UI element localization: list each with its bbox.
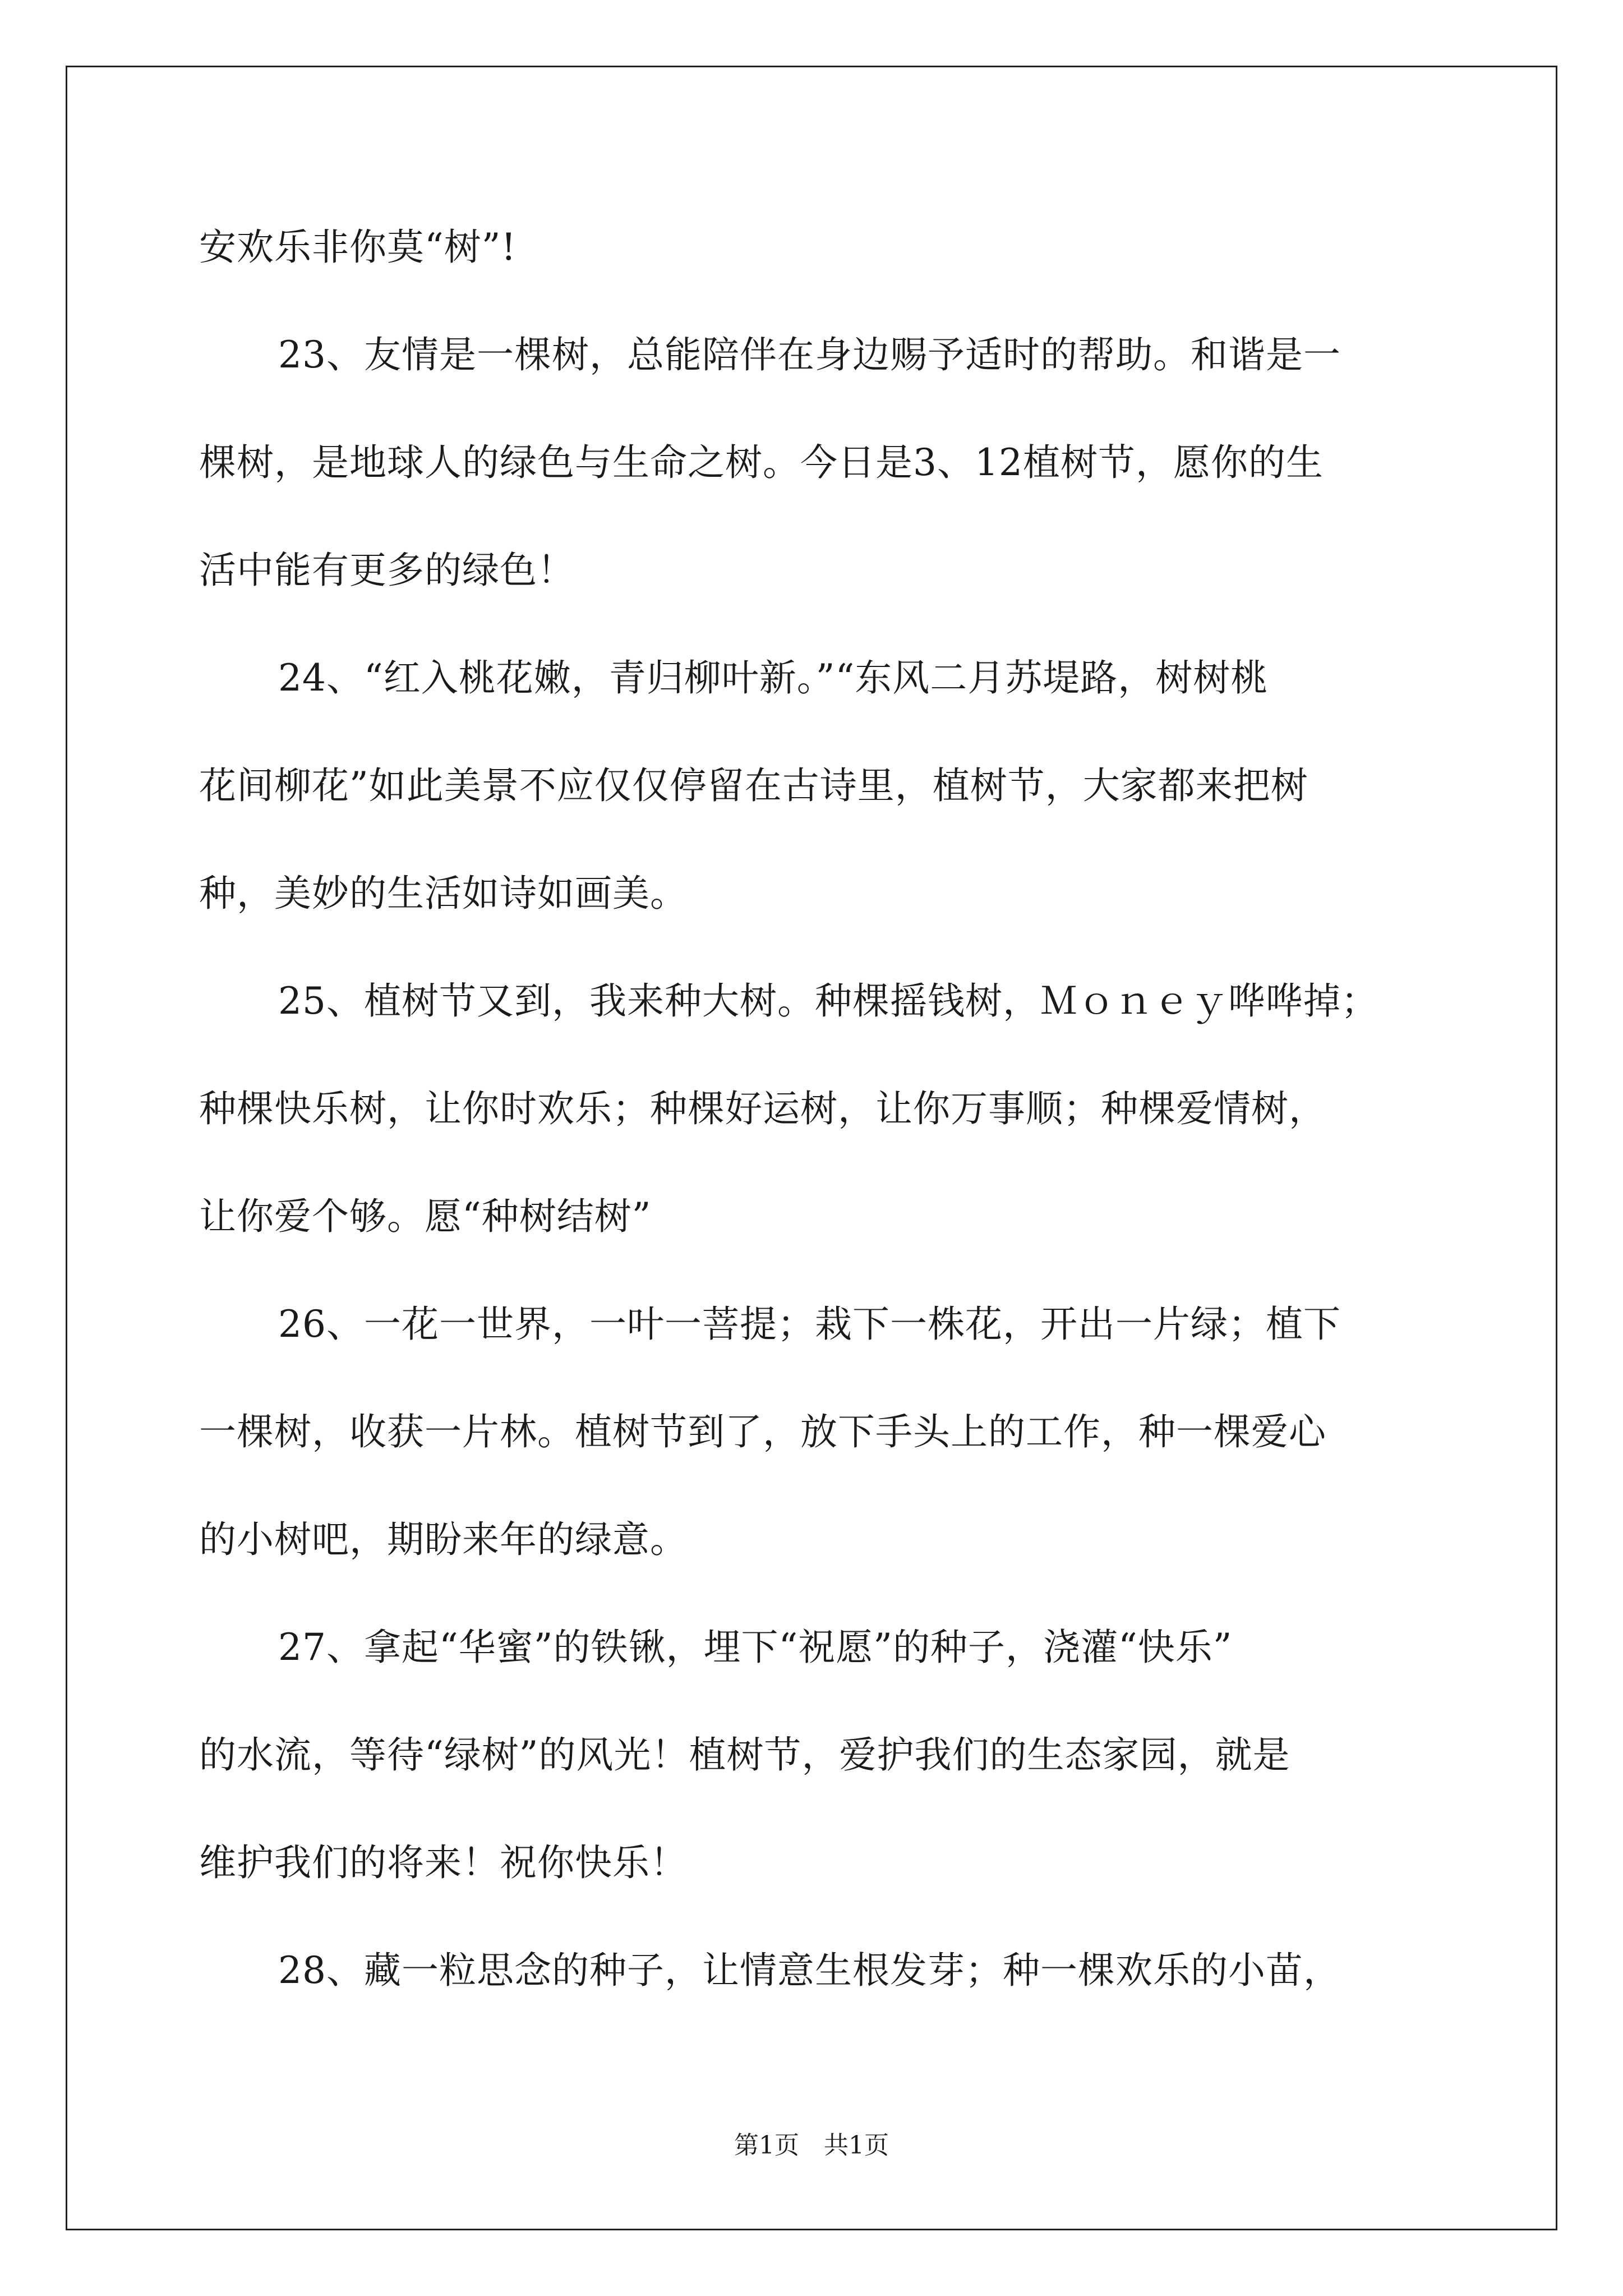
text-line: 的小树吧，期盼来年的绿意。 <box>199 1518 688 1561</box>
text-line: 维护我们的将来！祝你快乐！ <box>199 1841 688 1884</box>
text-line: 让你爱个够。愿“种树结树” <box>199 1195 652 1238</box>
text-line: 24、“红入桃花嫩，青归柳叶新。”“东风二月苏堤路，树树桃 <box>278 656 1269 700</box>
text-line: 种，美妙的生活如诗如画美。 <box>199 872 688 915</box>
text-line: 种棵快乐树，让你时欢乐；种棵好运树，让你万事顺；种棵爱情树， <box>199 1087 1326 1130</box>
text-line: 25、植树节又到，我来种大树。种棵摇钱树，Ｍｏｎｅｙ哗哗掉； <box>278 979 1378 1023</box>
text-line: 活中能有更多的绿色！ <box>199 549 575 592</box>
text-line: 26、一花一世界，一叶一菩提；栽下一株花，开出一片绿；植下 <box>278 1303 1341 1346</box>
text-line: 28、藏一粒思念的种子，让情意生根发芽；种一棵欢乐的小苗， <box>278 1949 1341 1992</box>
text-line: 安欢乐非你莫“树”! <box>199 226 517 269</box>
text-line: 的水流，等待“绿树”的风光！植树节，爱护我们的生态家园，就是 <box>199 1733 1290 1777</box>
page-border <box>66 66 1557 2230</box>
text-line: 棵树，是地球人的绿色与生命之树。今日是3、12植树节，愿你的生 <box>199 441 1324 484</box>
text-line: 27、拿起“华蜜”的铁锹，埋下“祝愿”的种子，浇灌“快乐” <box>278 1626 1233 1669</box>
page-number-footer: 第1页 共1页 <box>734 2131 889 2160</box>
text-line: 花间柳花”如此美景不应仅仅停留在古诗里，植树节，大家都来把树 <box>199 764 1308 807</box>
text-line: 一棵树，收获一片林。植树节到了，放下手头上的工作，种一棵爱心 <box>199 1410 1326 1453</box>
text-line: 23、友情是一棵树，总能陪伴在身边赐予适时的帮助。和谐是一 <box>278 333 1341 376</box>
